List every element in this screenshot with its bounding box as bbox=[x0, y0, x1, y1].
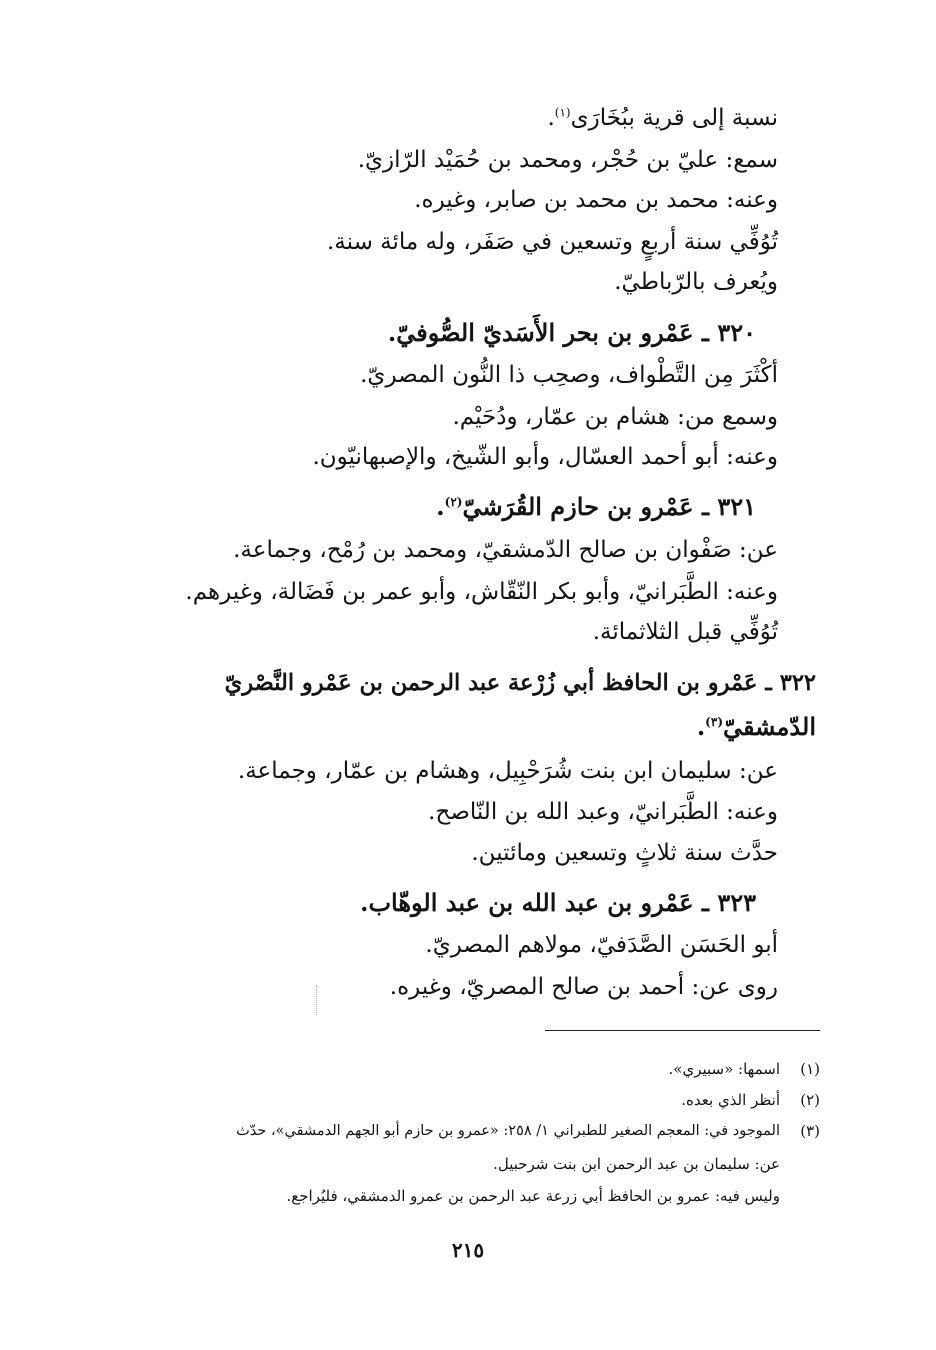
entry-321-heading bbox=[436, 492, 756, 522]
line-end-period: . bbox=[696, 712, 706, 741]
footnote-1: اسمها: «سبيري». bbox=[668, 1060, 780, 1078]
footnote-separator bbox=[545, 1030, 820, 1031]
entry-321-title: ٣٢١ ـ عَمْرو بن حازم القُرَشيّ bbox=[462, 492, 756, 521]
footnote-ref-1[interactable]: (١) bbox=[554, 105, 571, 120]
entry-323-line-1: أبو الحَسَن الصَّدَفيّ، مولاهم المصريّ. bbox=[425, 932, 778, 958]
entry-322-line-1: عن: سليمان ابن بنت شُرَحْبِيل، وهشام بن عمّار، وجماعة. bbox=[237, 758, 778, 784]
entry-322-title-cont: الدّمشقيّ bbox=[723, 712, 816, 741]
entry-320-heading: ٣٢٠ ـ عَمْرو بن بحر الأَسَديّ الصُّوفيّ. bbox=[387, 318, 756, 347]
line-end-period: . bbox=[547, 105, 555, 131]
entry-321-line-2: وعنه: الطَّبَرانيّ، وأبو بكر النّقّاش، وأبو عمر بن فَضَالة، وغيرهم. bbox=[185, 579, 778, 605]
body-line-5: ويُعرف بالرّباطيّ. bbox=[614, 269, 778, 295]
footnote-number-1: (١) bbox=[800, 1060, 820, 1078]
footnote-3-cont-2: وليس فيه: عمرو بن الحافظ أبي زرعة عبد الرحمن بن عمرو الدمشقي، فليُراجع. bbox=[286, 1187, 780, 1205]
footnote-ref-2[interactable]: (٢) bbox=[444, 495, 463, 509]
body-line-text: نسبة إلى قرية ببُخَارَى bbox=[570, 105, 778, 131]
entry-320-line-2: وسمع من: هشام بن عمّار، ودُحَيْم. bbox=[452, 404, 778, 430]
body-line-3: وعنه: محمد بن محمد بن صابر، وغيره. bbox=[414, 187, 778, 213]
body-line-1 bbox=[547, 103, 778, 133]
scan-margin-mark bbox=[316, 985, 318, 1015]
body-line-4: تُوُفِّي سنة أربعٍ وتسعين في صَفَر، وله مائة سنة. bbox=[327, 229, 778, 255]
body-line-2: سمع: عليّ بن حُجْر، ومحمد بن حُمَيْد الرّازيّ. bbox=[357, 147, 778, 173]
entry-323-line-2: روى عن: أحمد بن صالح المصريّ، وغيره. bbox=[389, 974, 778, 1000]
entry-320-line-3: وعنه: أبو أحمد العسّال، وأبو الشّيخ، والإصبهانيّون. bbox=[312, 444, 778, 470]
entry-322-line-3: حدَّث سنة ثلاثٍ وتسعين ومائتين. bbox=[471, 840, 778, 866]
page-number: ٢١٥ bbox=[451, 1238, 485, 1262]
entry-320-line-1: أكْثَرَ مِن التَّطْواف، وصحِب ذا النُّون المصريّ. bbox=[360, 362, 778, 388]
entry-322-heading: ٣٢٢ ـ عَمْرو بن الحافظ أبي زُرْعة عبد الرحمن بن عَمْرو النَّصْريّ bbox=[224, 670, 816, 696]
entry-322-line-2: وعنه: الطَّبَرانيّ، وعبد الله بن النّاصح. bbox=[428, 799, 778, 825]
line-end-period: . bbox=[436, 492, 445, 521]
footnote-ref-3[interactable]: (٣) bbox=[705, 715, 723, 729]
entry-321-line-3: تُوُفِّي قبل الثلاثمائة. bbox=[592, 619, 778, 645]
footnote-2: أنظر الذي بعده. bbox=[681, 1091, 780, 1109]
footnote-3: الموجود في: المعجم الصغير للطبراني ١/ ٢٥٨: «عمرو بن حازم أبو الجهم الدمشقي»، حدّث bbox=[236, 1123, 780, 1139]
footnote-number-2: (٢) bbox=[800, 1091, 820, 1109]
entry-323-heading: ٣٢٣ ـ عَمْرو بن عبد الله بن عبد الوهّاب. bbox=[360, 888, 756, 917]
entry-322-heading-cont bbox=[697, 712, 816, 742]
footnote-3-cont-1: عن: سليمان بن عبد الرحمن ابن بنت شرحبيل. bbox=[493, 1155, 780, 1173]
entry-321-line-1: عن: صَفْوان بن صالح الدّمشقيّ، ومحمد بن رُمْح، وجماعة. bbox=[233, 537, 778, 563]
footnote-number-3: (٣) bbox=[800, 1122, 820, 1140]
